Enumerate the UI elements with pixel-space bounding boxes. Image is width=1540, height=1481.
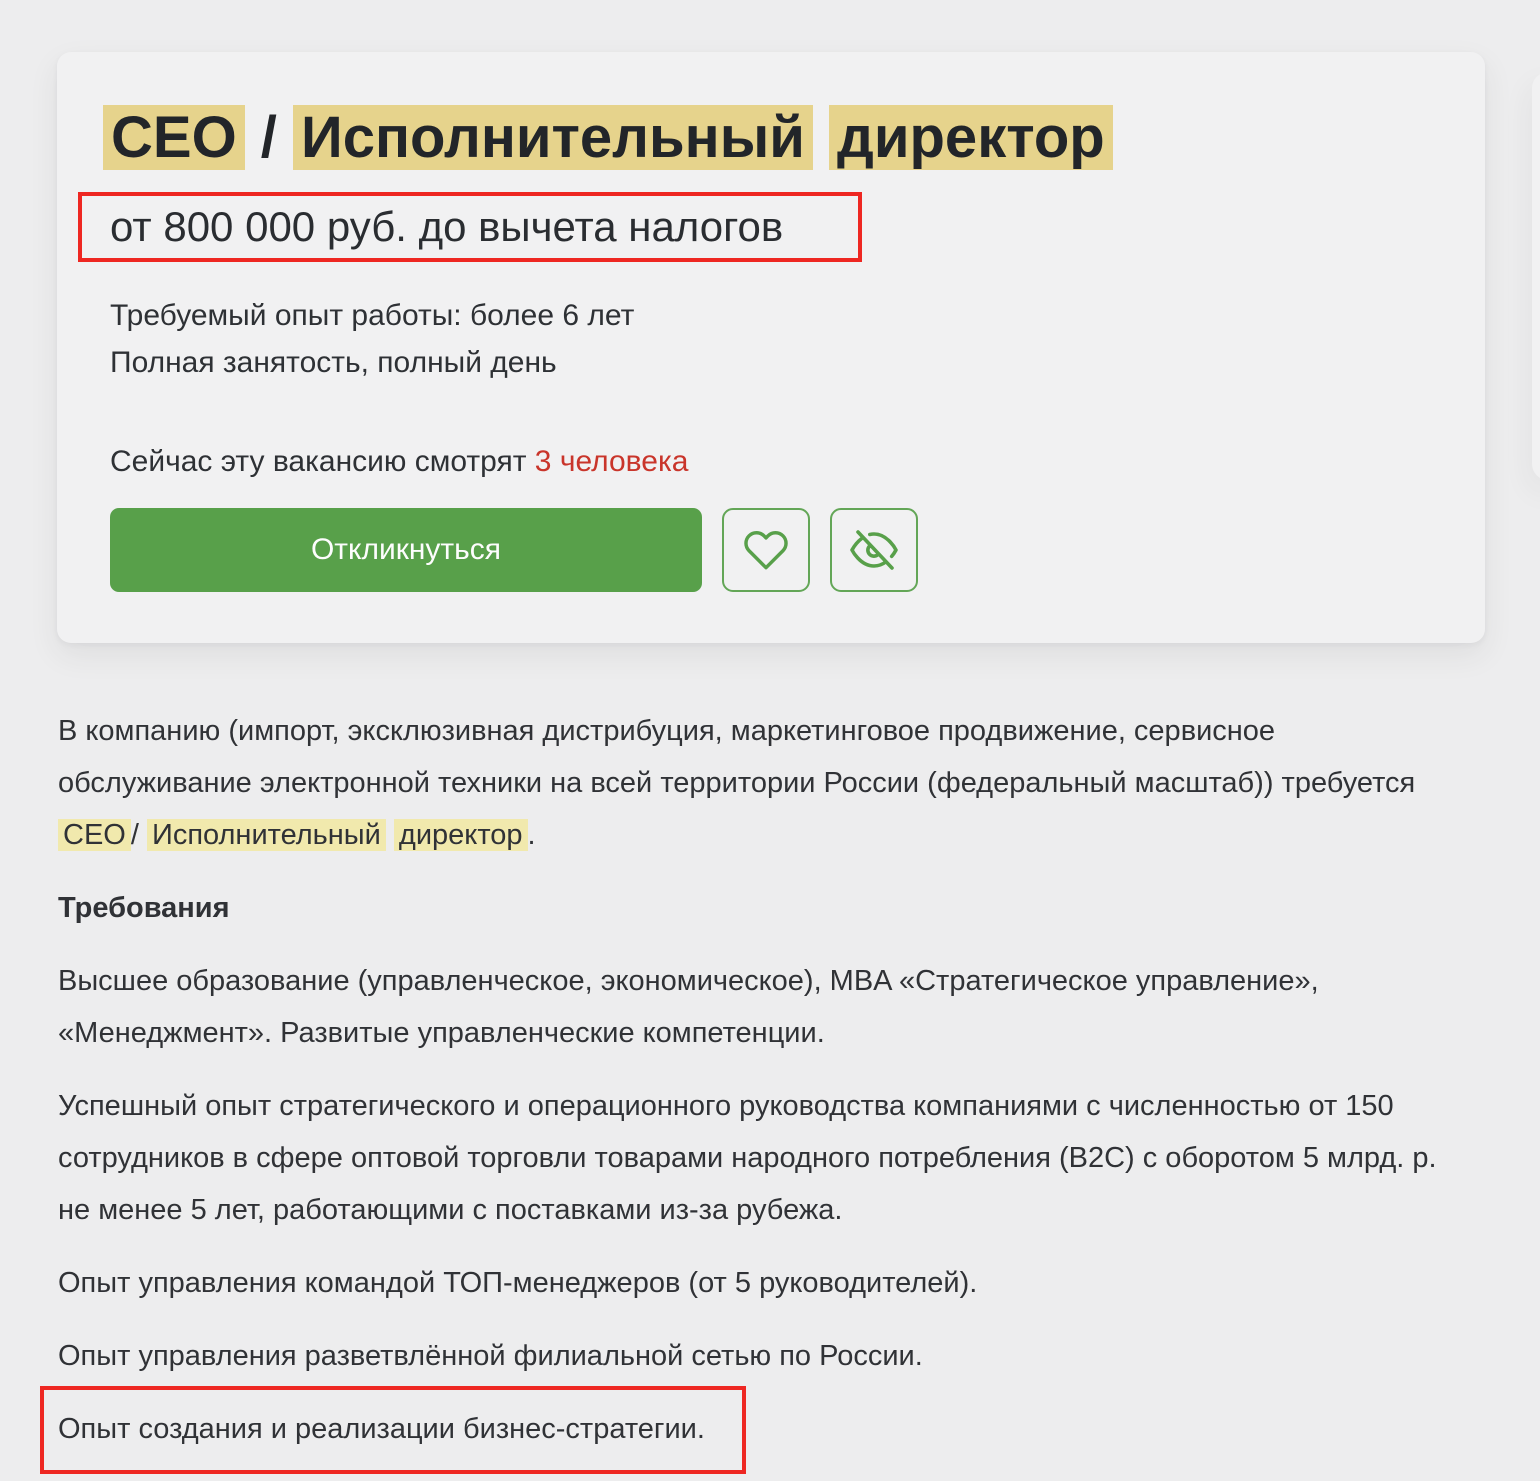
management-line-3: не менее 5 лет, работающими с поставками из-за рубежа. <box>58 1194 843 1226</box>
body-highlight-director: директор <box>394 819 528 851</box>
management-line-2: сотрудников в сфере оптовой торговли товарами народного потребления (B2C) с оборотом 5 млрд. р. <box>58 1142 1437 1174</box>
salary-text: от 800 000 руб. до вычета налогов <box>110 203 784 250</box>
requirements-heading: Требования <box>58 892 230 924</box>
management-line-1: Успешный опыт стратегического и операционного руководства компаниями с численностью от 150 <box>58 1090 1394 1122</box>
intro-paragraph <box>58 705 1488 861</box>
views-count: 3 человека <box>534 445 689 478</box>
views-line <box>110 438 688 485</box>
side-card-sliver <box>1532 72 1540 480</box>
eye-off-icon <box>850 526 898 574</box>
education-paragraph <box>58 955 1488 1059</box>
intro-line-1: В компанию (импорт, эксклюзивная дистрибуция, маркетинговое продвижение, сервисное <box>58 715 1276 747</box>
title-space <box>813 105 829 170</box>
apply-button[interactable]: Откликнуться <box>110 508 702 592</box>
title-highlight-director: директор <box>829 105 1113 170</box>
education-line-1: Высшее образование (управленческое, экономическое), MBA «Стратегическое управление», <box>58 965 1319 997</box>
salary-annotation-box <box>78 192 862 262</box>
team-experience-paragraph: Опыт управления командой ТОП-менеджеров (от 5 руководителей). <box>58 1267 978 1299</box>
vacancy-card <box>57 52 1485 643</box>
title-highlight-ceo: CEO <box>103 105 245 170</box>
hide-button[interactable] <box>830 508 918 592</box>
title-separator: / <box>244 105 294 170</box>
experience-text: Требуемый опыт работы: более 6 лет <box>110 299 635 332</box>
body-highlight-ceo: CEO <box>58 819 131 851</box>
education-line-2: «Менеджмент». Развитые управленческие компетенции. <box>58 1017 825 1049</box>
requirement-annotation-box <box>40 1386 746 1474</box>
management-experience-paragraph <box>58 1080 1488 1236</box>
heart-icon <box>743 527 789 573</box>
favorite-button[interactable] <box>722 508 810 592</box>
title-highlight-ispolnitelny: Исполнительный <box>293 105 813 170</box>
intro-line-3 <box>58 809 1488 861</box>
vacancy-title <box>103 104 1113 172</box>
branch-experience-paragraph: Опыт управления разветвлённой филиальной сетью по России. <box>58 1340 923 1372</box>
employment-text: Полная занятость, полный день <box>110 346 557 379</box>
intro-sep-1: / <box>130 819 147 851</box>
vacancy-description <box>58 705 1488 1476</box>
vacancy-meta <box>110 292 634 386</box>
intro-sep-2 <box>386 819 394 851</box>
intro-period: . <box>527 819 536 851</box>
views-prefix: Сейчас эту вакансию смотрят <box>110 445 535 478</box>
body-highlight-ispolnitelny: Исполнительный <box>147 819 386 851</box>
strategy-experience-paragraph: Опыт создания и реализации бизнес-стратегии. <box>58 1413 705 1445</box>
intro-line-2: обслуживание электронной техники на всей территории России (федеральный масштаб)) требуется <box>58 767 1416 799</box>
